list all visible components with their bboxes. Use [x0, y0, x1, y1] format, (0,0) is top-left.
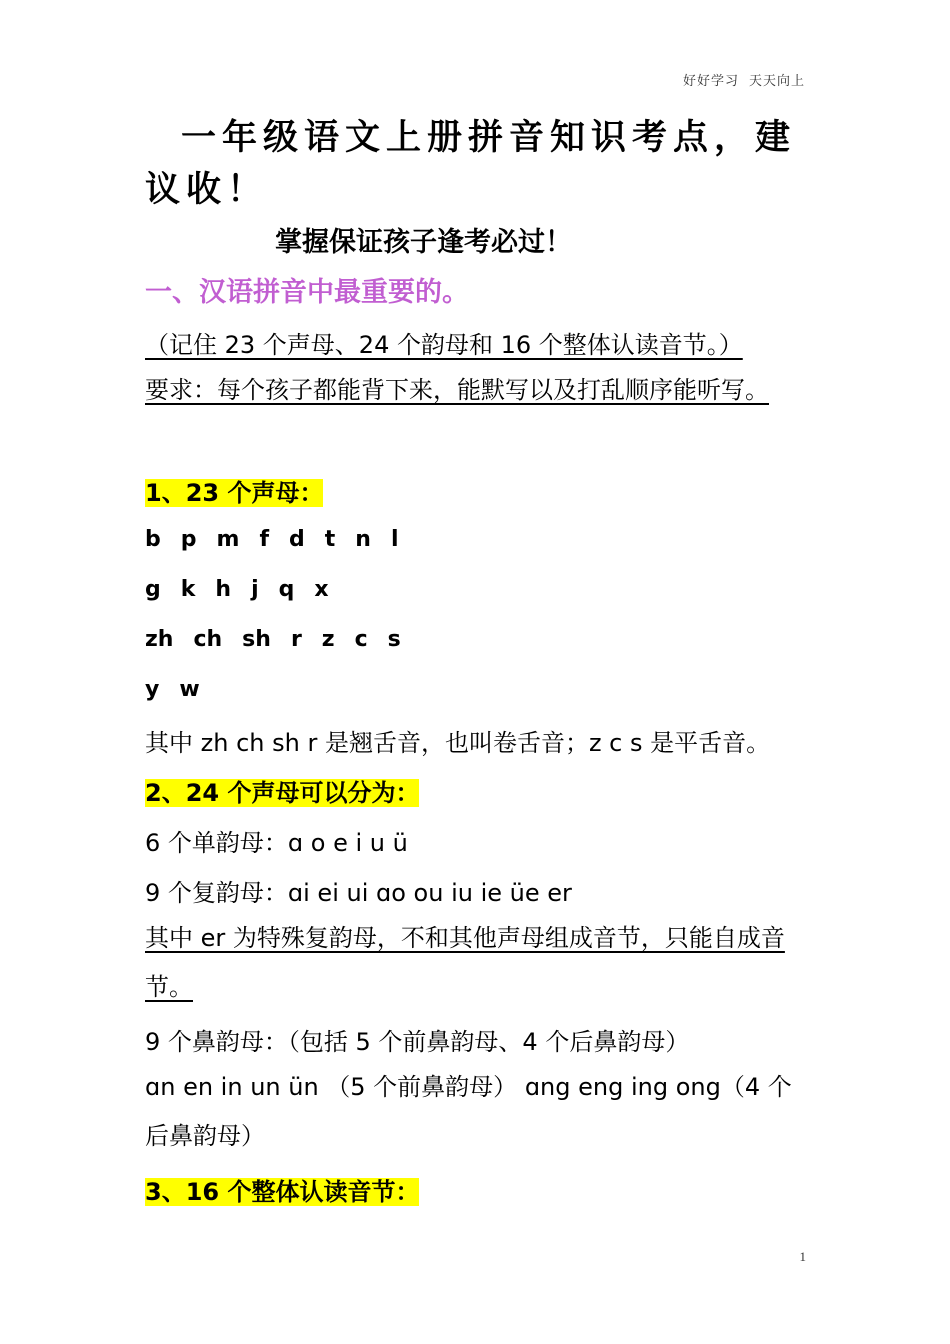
initial-k: k [180, 577, 196, 602]
initial-w: w [179, 677, 200, 702]
compound-finals: 9 个复韵母：ɑi ei ui ɑo ou iu ie üe er [145, 879, 572, 907]
header-left: 好好学习 [682, 74, 739, 89]
header-right: 天天向上 [748, 74, 805, 89]
initial-m: m [216, 527, 240, 552]
nasal-finals-title: 9 个鼻韵母：（包括 5 个前鼻韵母、4 个后鼻韵母） [145, 1028, 690, 1056]
subheading-initials: 1、23 个声母： [145, 479, 324, 507]
initial-j: j [251, 577, 259, 602]
initial-g: g [145, 577, 161, 602]
page-header [683, 70, 805, 89]
er-note: 其中 er 为特殊复韵母，不和其他声母组成音节，只能自成音节。 [145, 924, 785, 1001]
initial-zh: zh [145, 627, 174, 652]
initial-s: s [387, 627, 401, 652]
initial-l: l [390, 527, 399, 552]
initial-h: h [215, 577, 232, 602]
initials-row-2 [145, 577, 349, 602]
initial-t: t [324, 527, 336, 552]
initial-z: z [321, 627, 335, 652]
single-finals: 6 个单韵母：ɑ o e i u ü [145, 829, 408, 857]
remember-note: （记住 23 个声母、24 个韵母和 16 个整体认读音节。） [145, 331, 743, 359]
initial-f: f [259, 527, 270, 552]
page-number: 1 [799, 1249, 806, 1264]
initial-y: y [145, 677, 160, 702]
initial-d: d [289, 527, 305, 552]
initial-r: r [290, 627, 302, 652]
subheading-whole-syllables: 3、16 个整体认读音节： [145, 1178, 420, 1206]
initial-q: q [278, 577, 295, 602]
document-subtitle: 掌握保证孩子逢考必过！ [275, 227, 572, 258]
document-title: 一年级语文上册拼音知识考点，建议收！ [145, 118, 797, 210]
nasal-finals-list: ɑn en in un ün （5 个前鼻韵母） ɑng eng ing ong（4 个后鼻韵母） [145, 1073, 792, 1150]
initials-row-1 [145, 527, 419, 552]
initial-sh: sh [242, 627, 271, 652]
initials-note: 其中 zh ch sh r 是翘舌音，也叫卷舌音；z c s 是平舌音。 [145, 729, 771, 757]
initial-c: c [354, 627, 368, 652]
initials-row-3 [145, 627, 421, 652]
initial-n: n [355, 527, 371, 552]
initial-x: x [314, 577, 329, 602]
initial-b: b [145, 527, 161, 552]
initials-row-4 [145, 677, 220, 702]
initial-p: p [180, 527, 197, 552]
subheading-finals: 2、24 个声母可以分为： [145, 779, 420, 807]
requirement-text: 要求：每个孩子都能背下来，能默写以及打乱顺序能听写。 [145, 376, 769, 404]
section-heading-1: 一、汉语拼音中最重要的。 [145, 277, 469, 308]
initial-ch: ch [193, 627, 223, 652]
